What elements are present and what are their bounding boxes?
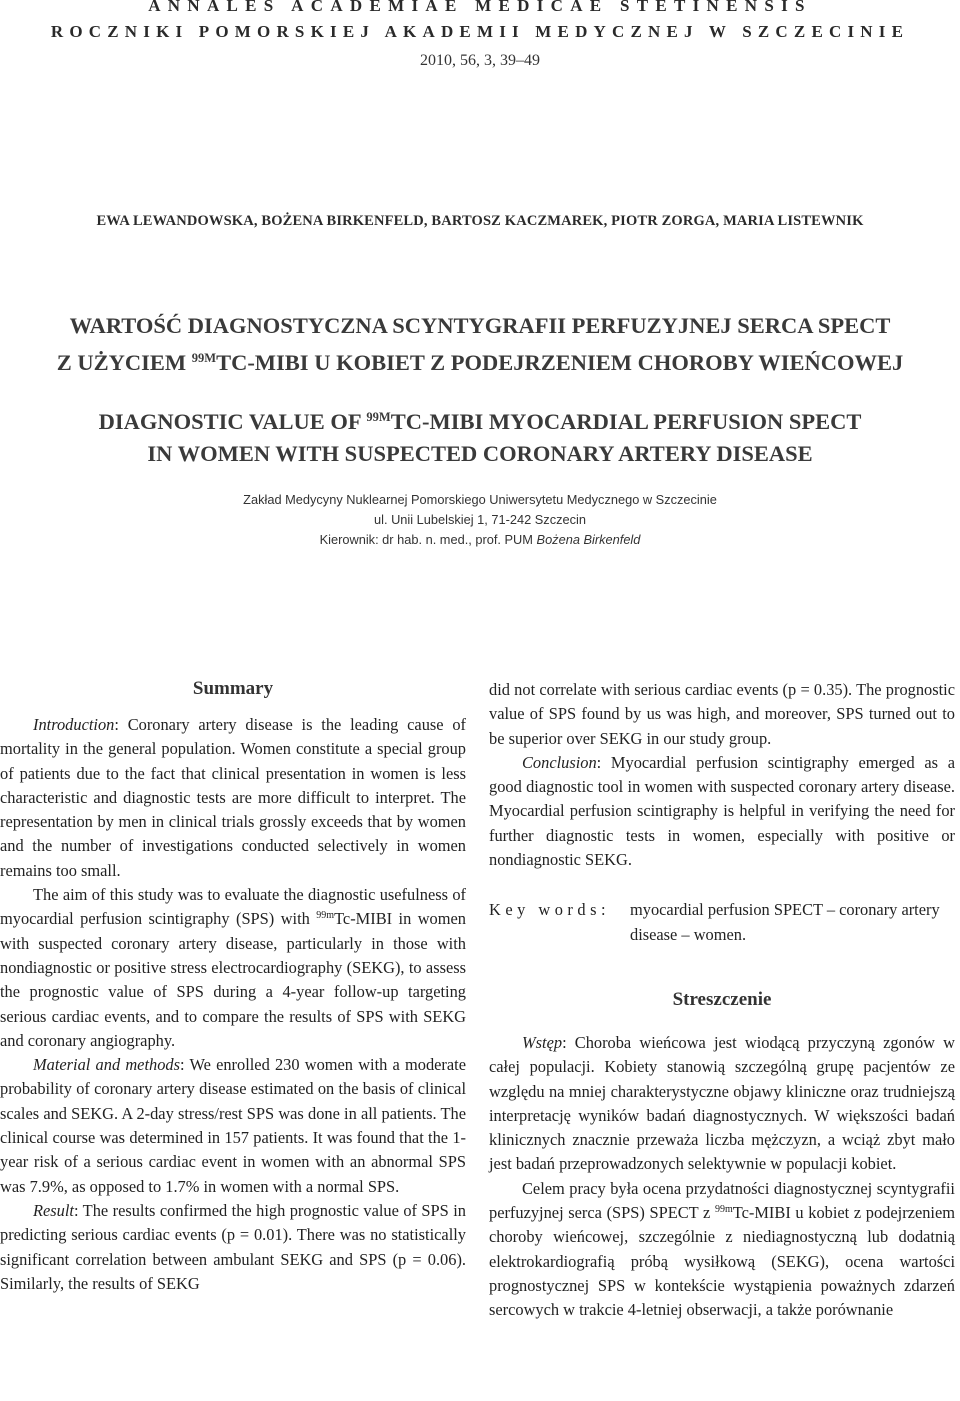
title-pl-line-1: WARTOŚĆ DIAGNOSTYCZNA SCYNTYGRAFII PERFUZYJNEJ SERCA SPECT [69, 313, 891, 338]
journal-title-latin: ANNALES ACADEMIAE MEDICAE STETINENSIS [148, 0, 812, 15]
aim-isotope: 99m [316, 910, 335, 922]
title-pl-line-2 [0, 342, 960, 379]
streszczenie-wstep [489, 1031, 955, 1177]
summary-introduction [0, 713, 466, 883]
title-en-line-1 [0, 401, 960, 438]
title-en-isotope: 99M [366, 410, 391, 424]
author-list: EWA LEWANDOWSKA, BOŻENA BIRKENFELD, BARTOSZ KACZMAREK, PIOTR ZORGA, MARIA LISTEWNIK [96, 213, 864, 229]
title-pl-line-2-suffix: TC-MIBI U KOBIET Z PODEJRZENIEM CHOROBY WIEŃCOWEJ [216, 350, 904, 375]
affiliation-head-name: Bożena Birkenfeld [536, 532, 641, 547]
article-title-english [0, 401, 960, 470]
affiliation-block [0, 490, 960, 550]
cel-text-part-2: Tc-MIBI u kobiet z podejrzeniem choroby wieńcowej, szczególnie z niediagnostyczną lub dodatnią elektrokardiografią próbą wysiłkową (SEKG), ocena wartości prognostycznej SPS w kontekście wystąpienia poważnych zdarzeń sercowych w trakcie 4-letniej obserwacji, a także porównanie [489, 1203, 955, 1320]
keywords [489, 898, 955, 947]
affiliation-department: Zakład Medycyny Nuklearnej Pomorskiego Uniwersytetu Medycznego w Szczecinie [243, 492, 717, 507]
affiliation-head-prefix: Kierownik: dr hab. n. med., prof. PUM [319, 532, 537, 547]
title-pl-isotope: 99M [191, 351, 217, 365]
aim-text-part-2: Tc-MIBI in women with suspected coronary artery disease, particularly in those with nondiagnostic or positive stress electrocardiography (SEKG), to assess the prognostic value of SPS during a 4-year follow-up targeting serious cardiac events, and to compare the results of SPS with SEKG and coronary angiography. [0, 909, 466, 1050]
result-label: Result [33, 1200, 74, 1220]
cel-text-part-1: Celem pracy była ocena przydatności diagnostycznej scyntygrafii perfuzyjnej serca (SPS) SPECT z [489, 1178, 955, 1223]
title-en-line-1-suffix: TC-MIBI MYOCARDIAL PERFUSION SPECT [390, 409, 862, 434]
title-en-line-2: IN WOMEN WITH SUSPECTED CORONARY ARTERY DISEASE [147, 441, 813, 466]
title-en-line-1-prefix: DIAGNOSTIC VALUE OF [98, 409, 367, 434]
journal-title-polish: ROCZNIKI POMORSKIEJ AKADEMII MEDYCZNEJ W SZCZECINIE [50, 22, 910, 41]
article-title-polish [0, 310, 960, 379]
methods-text: : We enrolled 230 women with a moderate probability of coronary artery disease estimated on the basis of clinical scales and SEKG. A 2-day stress/rest SPS was done in all patients. The clinical course was determined in 157 patients. It was found that the 1-year risk of a serious cardiac event in women with an abnormal SPS was 7.9%, as opposed to 1.7% in women with a normal SPS. [0, 1055, 466, 1196]
result-text: : The results confirmed the high prognostic value of SPS in predicting serious cardiac events (p = 0.01). There was no statistically significant correlation between ambulant SEKG and SPS (p = 0.06). Similarly, the results of SEKG [0, 1200, 466, 1293]
right-column [489, 678, 955, 1323]
title-pl-line-2-prefix: Z UŻYCIEM [56, 350, 192, 375]
conclusion-label: Conclusion [522, 752, 597, 772]
conclusion-text: : Myocardial perfusion scintigraphy emerged as a good diagnostic tool in women with suspected coronary artery disease. Myocardial perfusion scintigraphy is helpful in verifying the need for further diagnostic tests in women, especially with positive or nondiagnostic SEKG. [489, 752, 955, 870]
affiliation-head [0, 530, 960, 550]
introduction-text: : Coronary artery disease is the leading cause of mortality in the general population. Women constitute a special group of patients due to the fact that clinical presentation in women is less characteristic and diagnostic tests are more difficult to interpret. The representation by men in clinical trials grossly exceeds that by women and the number of investigations conducted selectively in women remains too small. [0, 715, 466, 880]
summary-heading: Summary [192, 678, 274, 699]
cel-isotope: 99m [714, 1204, 733, 1216]
summary-result-continuation: did not correlate with serious cardiac events (p = 0.35). The prognostic value of SPS found by us was high, and moreover, SPS turned out to be superior over SEKG in our study group. [489, 680, 955, 748]
wstep-label: Wstęp [522, 1032, 563, 1052]
left-column [0, 676, 466, 1296]
keywords-label: Key words: [489, 900, 611, 920]
summary-aim [0, 883, 466, 1053]
summary-result [0, 1199, 466, 1296]
summary-conclusion [489, 751, 955, 872]
affiliation-address: ul. Unii Lubelskiej 1, 71-242 Szczecin [374, 512, 586, 527]
summary-methods [0, 1053, 466, 1199]
volume-citation: 2010, 56, 3, 39–49 [420, 52, 540, 69]
keywords-text: myocardial perfusion SPECT – coronary artery disease – women. [630, 900, 940, 944]
streszczenie-heading: Streszczenie [672, 988, 772, 1010]
wstep-text: : Choroba wieńcowa jest wiodącą przyczyną zgonów w całej populacji. Kobiety stanowią szczególną grupę pacjentów ze względu na mniej charakterystyczne objawy kliniczne oraz trudniejszą interpretację wyników badań diagnostycznych. W większości badań klinicznych znacznie przeważa liczba mężczyzn, a wciąż zbyt mało jest badań przeprowadzonych selektywnie w populacji kobiet. [489, 1032, 955, 1174]
methods-label: Material and methods [33, 1055, 180, 1075]
introduction-label: Introduction [33, 715, 115, 734]
streszczenie-cel [489, 1177, 955, 1323]
aim-text-part-1: The aim of this study was to evaluate the diagnostic usefulness of myocardial perfusion scintigraphy (SPS) with [0, 885, 466, 929]
